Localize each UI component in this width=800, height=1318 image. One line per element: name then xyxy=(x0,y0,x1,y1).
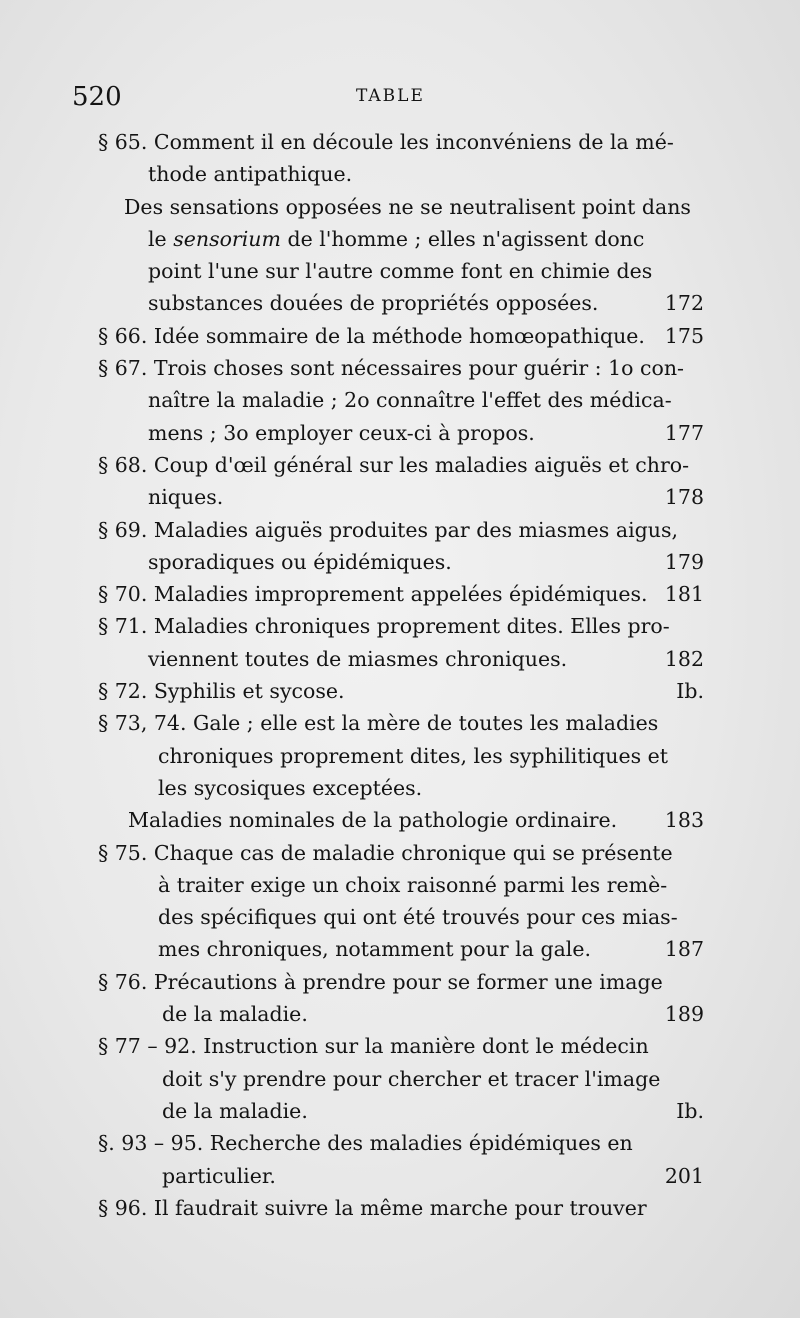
toc-line xyxy=(0,933,800,965)
toc-line xyxy=(0,255,800,287)
toc-entry-text: mens ; 3o employer ceux-ci à propos. xyxy=(148,420,535,445)
toc-entry-text: viennent toutes de miasmes chroniques. xyxy=(148,646,568,671)
toc-entry-text: niques. xyxy=(148,485,224,510)
toc-line xyxy=(0,352,800,384)
toc-entry-text: le sensorium de l'homme ; elles n'agissent donc xyxy=(148,226,645,251)
toc-entry-text: point l'une sur l'autre comme font en chimie des xyxy=(148,259,653,284)
toc-line xyxy=(0,546,800,578)
toc-line xyxy=(0,158,800,190)
toc-line xyxy=(0,449,800,481)
toc-entry-text: les sycosiques exceptées. xyxy=(158,775,423,800)
toc-line xyxy=(0,320,800,352)
toc-line xyxy=(0,966,800,998)
toc-line xyxy=(0,578,800,610)
toc-entry-text: § 66. Idée sommaire de la méthode homœopathique. xyxy=(98,323,645,348)
toc-page-ref: 182 xyxy=(664,646,704,671)
toc-entry-text: de la maladie. xyxy=(162,1098,308,1123)
toc-entry-text: sporadiques ou épidémiques. xyxy=(148,549,452,574)
toc-line xyxy=(0,287,800,319)
running-header xyxy=(72,82,712,116)
toc-line xyxy=(0,804,800,836)
toc-line xyxy=(0,675,800,707)
toc-page-ref: Ib. xyxy=(676,679,704,704)
toc-entry-text: doit s'y prendre pour chercher et tracer l'image xyxy=(162,1066,661,1091)
toc-page-ref: 172 xyxy=(664,291,704,316)
toc-page-ref: 189 xyxy=(664,1002,704,1027)
toc-page-ref: 187 xyxy=(664,937,704,962)
toc-entry-text: § 73, 74. Gale ; elle est la mère de toutes les maladies xyxy=(98,711,659,736)
toc-page-ref: 179 xyxy=(664,549,704,574)
toc-page-ref: 175 xyxy=(664,323,704,348)
toc-entry-text: à traiter exige un choix raisonné parmi les remè- xyxy=(158,872,668,897)
toc-line xyxy=(0,1192,800,1224)
table-of-contents xyxy=(0,126,800,1224)
toc-entry-text: § 70. Maladies improprement appelées épidémiques. xyxy=(98,582,648,607)
toc-line xyxy=(0,1063,800,1095)
toc-line xyxy=(0,417,800,449)
toc-line xyxy=(0,901,800,933)
toc-line xyxy=(0,740,800,772)
toc-page-ref: 183 xyxy=(664,808,704,833)
toc-entry-text: § 71. Maladies chroniques proprement dites. Elles pro- xyxy=(98,614,670,639)
toc-line xyxy=(0,643,800,675)
toc-entry-text: § 75. Chaque cas de maladie chronique qui se présente xyxy=(98,840,673,865)
toc-entry-text: § 76. Précautions à prendre pour se former une image xyxy=(98,969,663,994)
running-title: TABLE xyxy=(356,86,425,106)
toc-entry-text: Maladies nominales de la pathologie ordinaire. xyxy=(128,808,618,833)
toc-line xyxy=(0,1160,800,1192)
toc-line xyxy=(0,514,800,546)
toc-line xyxy=(0,1095,800,1127)
toc-line xyxy=(0,481,800,513)
toc-entry-text: substances douées de propriétés opposées. xyxy=(148,291,599,316)
toc-line xyxy=(0,610,800,642)
toc-entry-text: Des sensations opposées ne se neutralisent point dans xyxy=(124,194,691,219)
toc-entry-text: particulier. xyxy=(162,1163,276,1188)
toc-page-ref: 201 xyxy=(664,1163,704,1188)
toc-entry-text: des spécifiques qui ont été trouvés pour ces mias- xyxy=(158,905,678,930)
toc-line xyxy=(0,837,800,869)
toc-page-ref: 181 xyxy=(664,582,704,607)
page-number: 520 xyxy=(72,82,122,112)
toc-entry-text: § 67. Trois choses sont nécessaires pour guérir : 1o con- xyxy=(98,356,684,381)
toc-page-ref: 177 xyxy=(664,420,704,445)
toc-entry-text: chroniques proprement dites, les syphilitiques et xyxy=(158,743,669,768)
toc-line xyxy=(0,384,800,416)
toc-entry-text: naître la maladie ; 2o connaître l'effet des médica- xyxy=(148,388,672,413)
toc-entry-text: mes chroniques, notamment pour la gale. xyxy=(158,937,592,962)
toc-line xyxy=(0,1030,800,1062)
toc-line xyxy=(0,191,800,223)
toc-entry-text: §. 93 – 95. Recherche des maladies épidémiques en xyxy=(98,1131,633,1156)
toc-entry-text: thode antipathique. xyxy=(148,162,353,187)
toc-entry-text: de la maladie. xyxy=(162,1002,308,1027)
toc-page-ref: Ib. xyxy=(676,1098,704,1123)
toc-line xyxy=(0,1127,800,1159)
toc-entry-text: § 72. Syphilis et sycose. xyxy=(98,679,345,704)
toc-line xyxy=(0,223,800,255)
toc-entry-text: § 96. Il faudrait suivre la même marche pour trouver xyxy=(98,1195,647,1220)
toc-line xyxy=(0,998,800,1030)
toc-entry-text: § 77 – 92. Instruction sur la manière dont le médecin xyxy=(98,1034,649,1059)
toc-line xyxy=(0,772,800,804)
toc-entry-text: § 65. Comment il en découle les inconvéniens de la mé- xyxy=(98,130,674,154)
toc-line xyxy=(0,126,800,158)
toc-entry-text: § 69. Maladies aiguës produites par des miasmes aigus, xyxy=(98,517,678,542)
toc-entry-text: § 68. Coup d'œil général sur les maladies aiguës et chro- xyxy=(98,452,690,477)
toc-line xyxy=(0,869,800,901)
toc-page-ref: 178 xyxy=(664,485,704,510)
toc-line xyxy=(0,707,800,739)
